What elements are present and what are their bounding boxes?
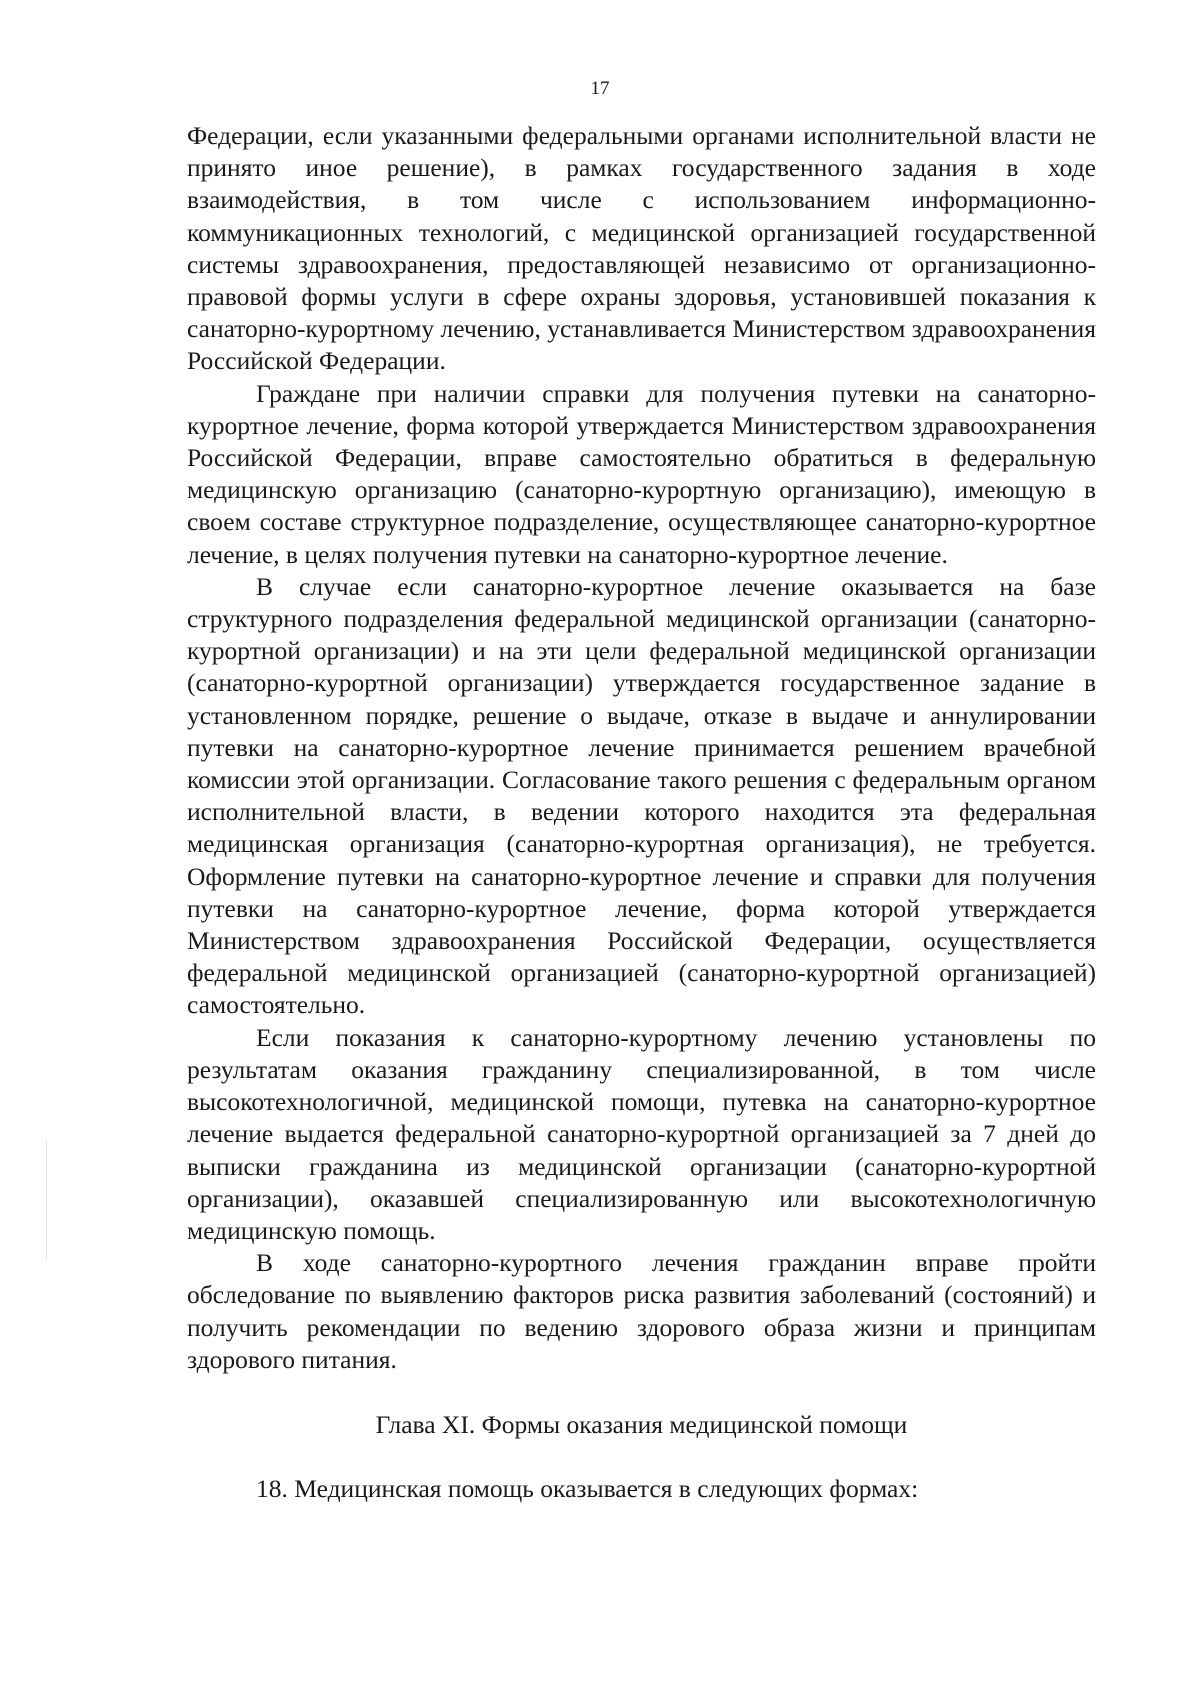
paragraph-continuation: Федерации, если указанными федеральными органами исполнительной власти не принято иное решение), в рамках государственного задания в ходе взаимодействия, в том числе с использованием информационно-коммуникационных технологий, с медицинской организацией государственной системы здравоохранения, предоставляющей независимо от организационно-правовой формы услуги в сфере охраны здоровья, установившей показания к санаторно-курортному лечению, устанавливается Министерством здравоохранения Российской Федерации. — [187, 121, 1096, 376]
paragraph-citizens-certificate: Граждане при наличии справки для получения путевки на санаторно-курортное лечение, форма которой утверждается Министерством здравоохранения Российской Федерации, вправе самостоятельно обратиться в федеральную медицинскую организацию (санаторно-курортную организацию), имеющую в своем составе структурное подразделение, осуществляющее санаторно-курортное лечение, в целях получения путевки на санаторно-курортное лечение. — [187, 378, 1096, 569]
document-body — [187, 120, 1096, 1505]
paragraph-structural-unit: В случае если санаторно-курортное лечение оказывается на базе структурного подразделения федеральной медицинской организации (санаторно-курортной организации) и на эти цели федеральной медицинской организации (санаторно-курортной организации) утверждается государственное задание в установленном порядке, решение о выдаче, отказе в выдаче и аннулировании путевки на санаторно-курортное лечение принимается решением врачебной комиссии этой организации. Согласование такого решения с федеральным органом исполнительной власти, в ведении которого находится эта федеральная медицинская организация (санаторно-курортная организация), не требуется. Оформление путевки на санаторно-курортное лечение и справки для получения путевки на санаторно-курортное лечение, форма которой утверждается Министерством здравоохранения Российской Федерации, осуществляется федеральной медицинской организацией (санаторно-курортной организацией) самостоятельно. — [187, 571, 1096, 1020]
scan-margin-mark — [46, 1140, 47, 1260]
clause-18: 18. Медицинская помощь оказывается в следующих формах: — [256, 1474, 919, 1504]
chapter-heading: Глава XI. Формы оказания медицинской помощи — [375, 1409, 908, 1439]
paragraph-examination: В ходе санаторно-курортного лечения гражданин вправе пройти обследование по выявлению факторов риска развития заболеваний (состояний) и получить рекомендации по ведению здорового образа жизни и принципам здорового питания. — [187, 1248, 1096, 1374]
paragraph-specialized-care: Если показания к санаторно-курортному лечению установлены по результатам оказания гражданину специализированной, в том числе высокотехнологичной, медицинской помощи, путевка на санаторно-курортное лечение выдается федеральной санаторно-курортной организацией за 7 дней до выписки гражданина из медицинской организации (санаторно-курортной организации), оказавшей специализированную или высокотехнологичную медицинскую помощь. — [187, 1022, 1096, 1245]
page-number: 17 — [590, 78, 610, 99]
